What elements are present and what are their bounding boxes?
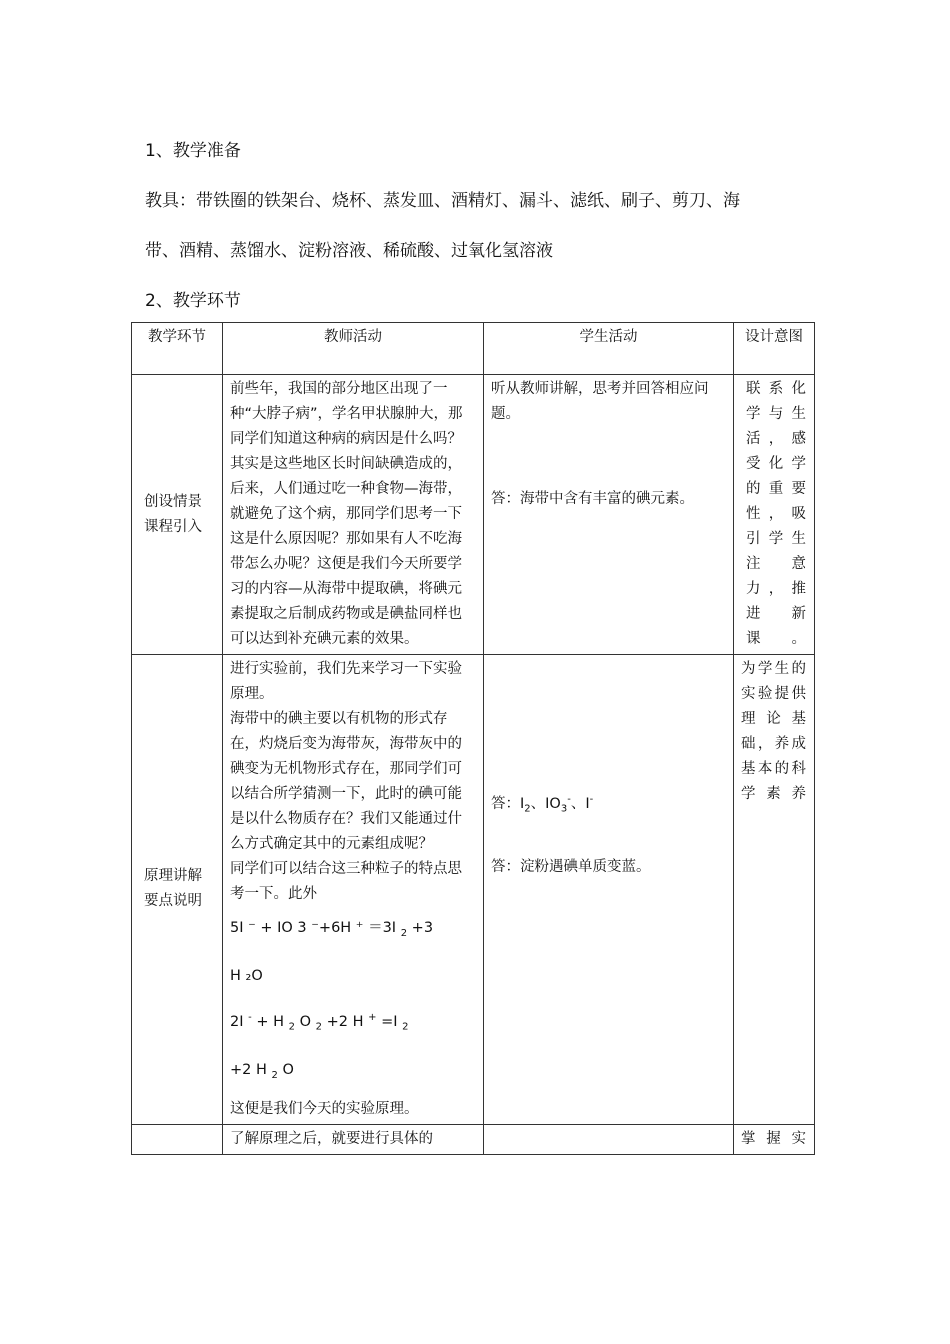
header-stage: 教学环节 [132, 323, 223, 375]
table-row [132, 1124, 815, 1154]
student-activity-cell [484, 655, 734, 1125]
section-heading-steps: 2、教学环节 [145, 291, 241, 311]
equation: H ₂O [230, 967, 263, 984]
section-heading-preparation: 1、教学准备 [145, 141, 241, 161]
equation: +2 H $_2$ O [230, 1061, 294, 1081]
table-row [132, 655, 815, 1125]
student-activity-cell [484, 375, 734, 655]
student-activity-cell [484, 1124, 734, 1154]
table-row [132, 375, 815, 655]
teacher-text: 同学们可以结合这三种粒子的特点思考一下。此外 [230, 861, 462, 902]
tools-line-1: 教具：带铁圈的铁架台、烧杯、蒸发皿、酒精灯、漏斗、滤纸、刷子、剪刀、海 [145, 191, 740, 211]
header-teacher: 教师活动 [223, 323, 484, 375]
design-intent-cell: 为学生的实验提供理论基础，养成基本的科学素养 [734, 655, 815, 1125]
student-answer: 答：淀粉遇碘单质变蓝。 [491, 858, 651, 875]
stage-cell [132, 1124, 223, 1154]
design-intent-cell: 掌握实 [734, 1124, 815, 1154]
equation: 5I ⁻ + IO 3 ⁻+6H ⁺ ＝3I $_2$ +3 [230, 920, 434, 939]
student-answer: 答：海带中含有丰富的碘元素。 [491, 491, 694, 507]
teacher-text: 这便是我们今天的实验原理。 [230, 1100, 419, 1117]
table-header-row [132, 323, 815, 375]
header-intent: 设计意图 [734, 323, 815, 375]
equation: 2I - + H $_2$ O $_2$ +2 H + =I $_2$ [230, 1011, 409, 1033]
teaching-steps-table [131, 322, 815, 1155]
stage-cell: 创设情景课程引入 [132, 375, 223, 655]
student-answer: 答：$I_2$、$IO_3^-$、I- [491, 794, 594, 815]
stage-cell: 原理讲解要点说明 [132, 655, 223, 1125]
student-response: 听从教师讲解，思考并回答相应问题。 [491, 381, 709, 422]
teacher-activity-cell: 前些年，我国的部分地区出现了一种“大脖子病”，学名甲状腺肿大，那同学们知道这种病的病因是什么吗？其实是这些地区长时间缺碘造成的，后来，人们通过吃一种食物—海带，就避免了这个病，那同学们思考一下这是什么原因呢？那如果有人不吃海带怎么办呢？这便是我们今天所要学习的内容—从海带中提取碘，将碘元素提取之后制成药物或是碘盐同样也可以达到补充碘元素的效果。 [223, 375, 484, 655]
tools-line-2: 带、酒精、蒸馏水、淀粉溶液、稀硫酸、过氧化氢溶液 [145, 241, 553, 261]
teacher-activity-cell [223, 655, 484, 1125]
header-student: 学生活动 [484, 323, 734, 375]
teacher-text: 海带中的碘主要以有机物的形式存在，灼烧后变为海带灰，海带灰中的碘变为无机物形式存在，那同学们可以结合所学猜测一下，此时的碘可能是以什么物质存在？我们又能通过什么方式确定其中的元素组成呢？ [230, 711, 462, 852]
design-intent-cell: 联系化学与生活，感受化学的重要性，吸引学生注意力，推进新课。 [734, 375, 815, 655]
teacher-text: 进行实验前，我们先来学习一下实验原理。 [230, 661, 462, 702]
teacher-activity-cell: 了解原理之后，就要进行具体的 [223, 1124, 484, 1154]
